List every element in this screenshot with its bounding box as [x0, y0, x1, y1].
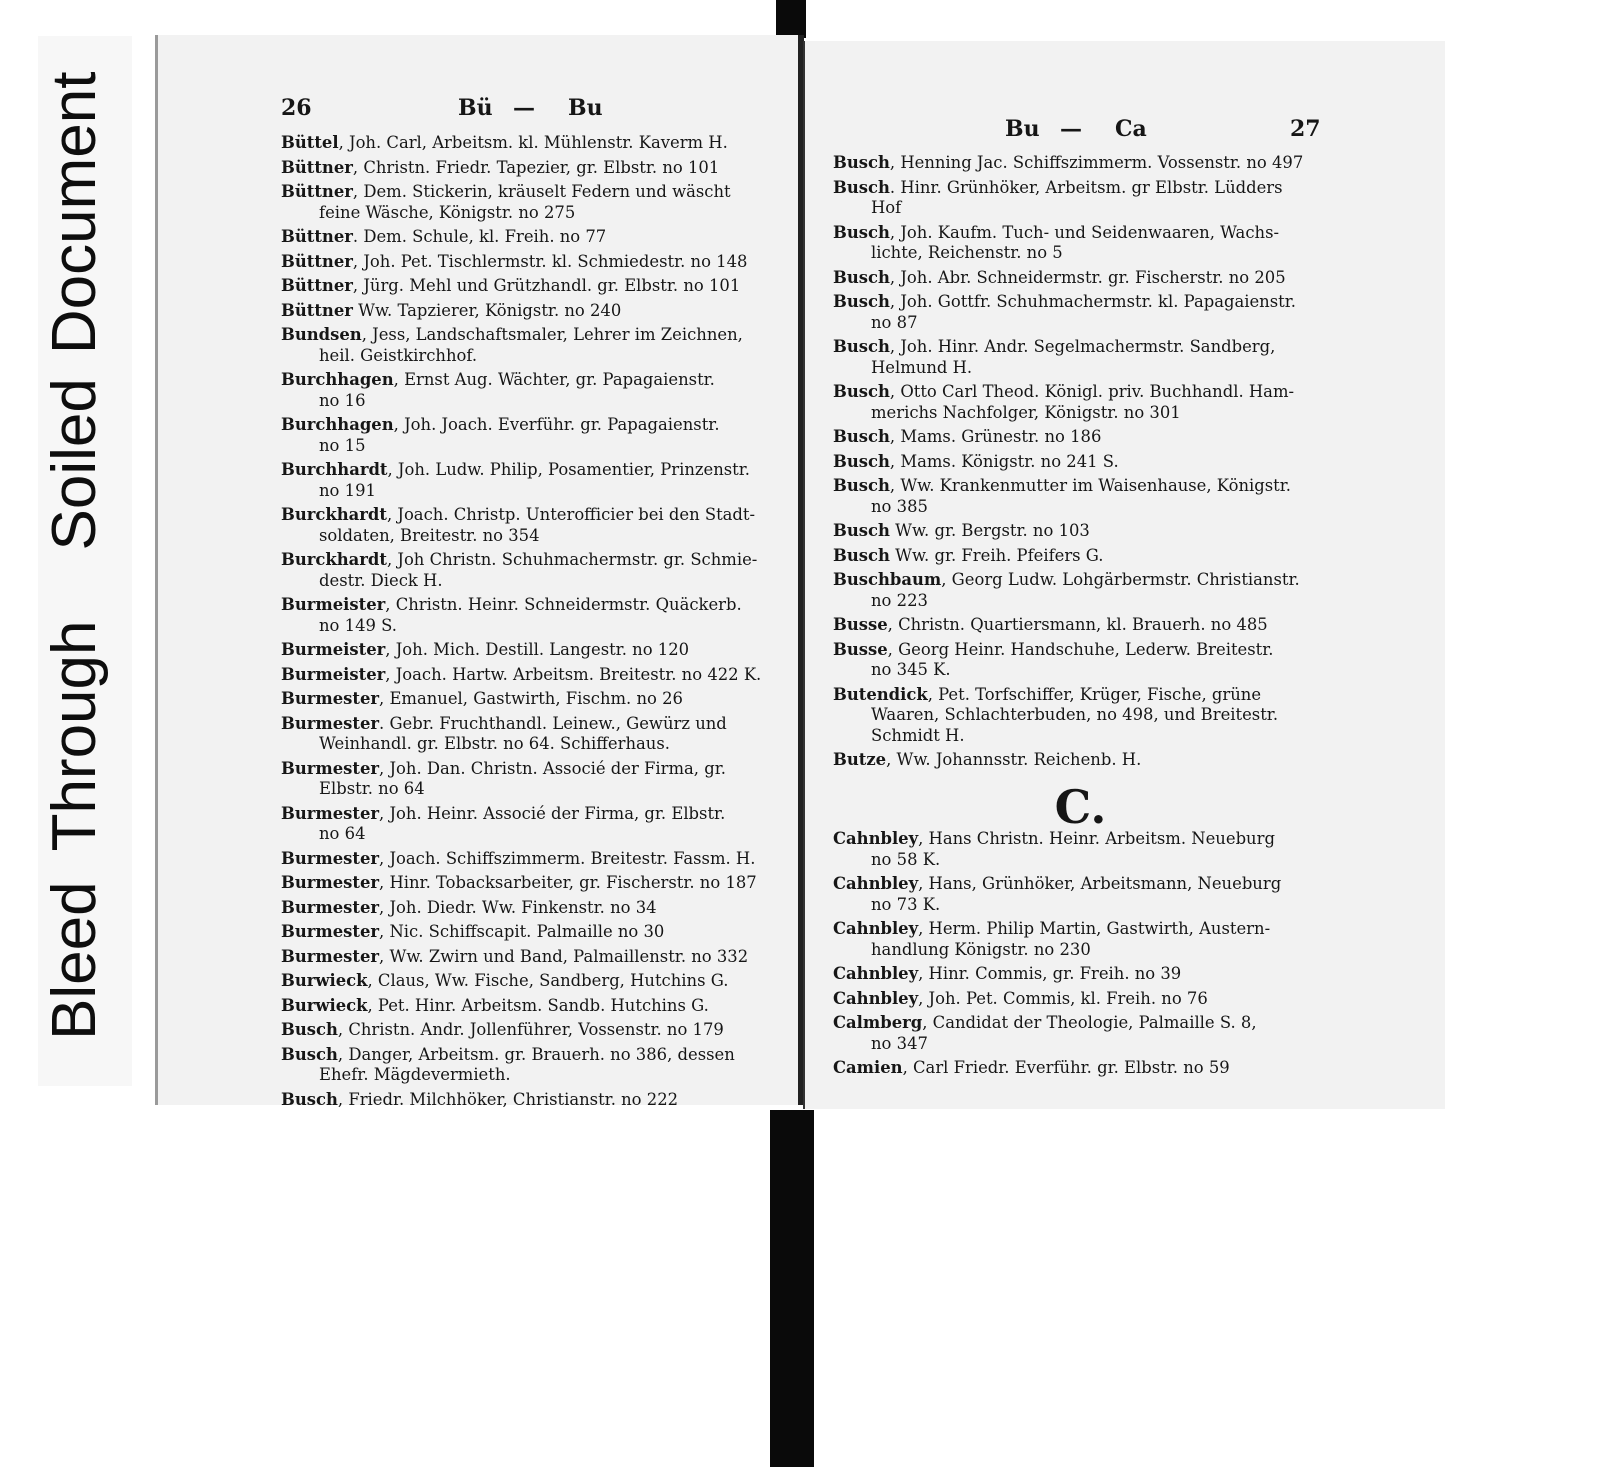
entry-text: , Ww. Krankenmutter im Waisenhause, Königstr.	[889, 476, 1292, 495]
entry-text: , Friedr. Milchhöker, Christianstr. no 222	[337, 1089, 679, 1109]
entry-continuation: no 223	[871, 590, 928, 610]
directory-entry	[833, 874, 1328, 915]
entry-continuation: merichs Nachfolger, Königstr. no 301	[871, 402, 1181, 422]
entry-text: , Georg Ludw. Lohgärbermstr. Christianstr.	[941, 570, 1300, 589]
entry-text: , Georg Heinr. Handschuhe, Lederw. Breitestr.	[887, 639, 1274, 659]
entry-surname: Bundsen	[281, 325, 362, 344]
running-head-dash: —	[513, 95, 535, 121]
directory-entry	[833, 521, 1328, 542]
entry-text: , Joh Christn. Schuhmachermstr. gr. Schmie-	[386, 550, 758, 569]
entry-surname: Burmester	[281, 897, 380, 917]
right-page	[803, 41, 1445, 1109]
entry-continuation: no 16	[319, 390, 366, 410]
page-number: 27	[1290, 116, 1321, 142]
entry-surname: Butendick	[833, 684, 928, 704]
directory-entry	[281, 849, 781, 870]
entry-continuation: no 347	[871, 1033, 928, 1053]
directory-entry	[833, 292, 1328, 333]
directory-entry	[833, 750, 1328, 771]
directory-entry	[281, 595, 781, 636]
entry-surname: Burckhardt	[281, 505, 387, 524]
entry-text: , Joh. Heinr. Associé der Firma, gr. Elbstr.	[379, 803, 726, 823]
entry-text: . Hinr. Grünhöker, Arbeitsm. gr Elbstr. Lüdders	[889, 177, 1283, 197]
entry-surname: Cahnbley	[833, 919, 919, 938]
entry-text: Ww. gr. Freih. Pfeifers G.	[889, 545, 1104, 565]
directory-entry	[833, 452, 1328, 473]
entry-text: , Candidat der Theologie, Palmaille S. 8,	[922, 1013, 1257, 1032]
entry-text: , Henning Jac. Schiffszimmerm. Vossenstr. no 497	[889, 153, 1304, 172]
directory-entry	[833, 989, 1328, 1010]
entry-text: , Joh. Hinr. Andr. Segelmachermstr. Sandberg,	[889, 337, 1276, 356]
entry-text: , Joh. Carl, Arbeitsm. kl. Mühlenstr. Kaverm H.	[338, 133, 728, 152]
entry-text: , Hans, Grünhöker, Arbeitsmann, Neueburg	[918, 874, 1282, 893]
entry-text: , Joh. Abr. Schneidermstr. gr. Fischerstr. no 205	[889, 267, 1286, 287]
entry-surname: Burckhardt	[281, 550, 387, 569]
entry-text: , Joach. Schiffszimmerm. Breitestr. Fassm. H.	[379, 848, 756, 868]
entry-surname: Burmester	[281, 803, 380, 823]
side-label-word: Document	[39, 71, 109, 355]
directory-entry	[833, 615, 1328, 636]
entry-text: , Danger, Arbeitsm. gr. Brauerh. no 386, dessen	[337, 1044, 735, 1064]
entry-surname: Busch	[281, 1020, 338, 1039]
entry-surname: Busch	[833, 292, 890, 311]
directory-entry	[833, 1058, 1328, 1079]
entry-surname: Büttner	[281, 227, 353, 246]
entry-group-b	[833, 153, 1328, 771]
entry-surname: Busch	[281, 1044, 338, 1064]
section-letter: C.	[1054, 779, 1107, 834]
entry-surname: Busch	[833, 222, 890, 242]
entry-text: , Joh. Pet. Commis, kl. Freih. no 76	[918, 988, 1208, 1008]
entry-group-c	[833, 829, 1328, 1079]
entry-surname: Burmester	[281, 689, 380, 708]
entry-surname: Büttel	[281, 133, 339, 152]
entry-continuation: Elbstr. no 64	[319, 779, 425, 798]
entry-continuation: no 385	[871, 496, 928, 516]
entry-surname: Burmeister	[281, 640, 386, 659]
directory-entry	[281, 460, 781, 501]
entry-text: , Otto Carl Theod. Königl. priv. Buchhandl. Ham-	[889, 382, 1295, 401]
directory-entry	[281, 1020, 781, 1041]
entry-text: , Jess, Landschaftsmaler, Lehrer im Zeichnen,	[361, 325, 743, 344]
directory-entry	[833, 570, 1328, 611]
entry-surname: Busch	[833, 521, 890, 540]
side-label-word: Bleed	[39, 881, 109, 1040]
directory-entry	[281, 759, 781, 800]
entry-surname: Burchhagen	[281, 370, 394, 389]
directory-entry	[833, 919, 1328, 960]
entry-surname: Büttner	[281, 251, 353, 271]
entry-text: , Christn. Friedr. Tapezier, gr. Elbstr. no 101	[352, 157, 720, 177]
entry-text: , Emanuel, Gastwirth, Fischm. no 26	[379, 689, 683, 708]
entry-continuation: no 64	[319, 824, 366, 843]
directory-entry	[281, 370, 781, 411]
running-head-left: Bü	[458, 95, 493, 121]
entry-surname: Camien	[833, 1058, 903, 1077]
entry-surname: Busch	[833, 267, 890, 287]
entry-surname: Burmester	[281, 713, 380, 733]
entry-surname: Busch	[833, 545, 890, 565]
directory-entry	[833, 476, 1328, 517]
directory-entry	[281, 276, 781, 297]
entry-text: , Joh. Ludw. Philip, Posamentier, Prinzenstr.	[387, 460, 751, 479]
directory-entry	[833, 337, 1328, 378]
entry-surname: Calmberg	[833, 1013, 923, 1032]
entry-text: , Hans Christn. Heinr. Arbeitsm. Neueburg	[918, 829, 1275, 848]
binding-tape-bottom	[770, 1110, 814, 1467]
directory-entry	[833, 829, 1328, 870]
page-number: 26	[281, 95, 312, 121]
entry-surname: Busch	[281, 1089, 338, 1109]
entry-surname: Burmester	[281, 848, 380, 868]
entry-text: , Pet. Torfschiffer, Krüger, Fische, grüne	[927, 684, 1262, 704]
entry-continuation: lichte, Reichenstr. no 5	[871, 243, 1063, 262]
entry-text: , Ww. Johannsstr. Reichenb. H.	[886, 750, 1142, 769]
side-label	[26, 46, 122, 1046]
directory-entry	[281, 252, 781, 273]
directory-entry	[833, 1013, 1328, 1054]
entry-surname: Busch	[833, 451, 890, 471]
entry-text: , Dem. Stickerin, kräuselt Federn und wäscht	[352, 182, 731, 201]
binding-tape-top	[776, 0, 806, 38]
entry-continuation: no 15	[319, 435, 366, 455]
entry-continuation: no 149 S.	[319, 615, 397, 635]
entry-surname: Busse	[833, 615, 888, 634]
entry-surname: Burmester	[281, 922, 380, 941]
entry-continuation: no 58 K.	[871, 849, 941, 869]
side-label-word: Through	[39, 620, 109, 852]
entry-continuation: Waaren, Schlachterbuden, no 498, und Breitestr.	[871, 705, 1279, 724]
directory-entry	[281, 415, 781, 456]
entry-surname: Busch	[833, 337, 890, 356]
entry-surname: Busch	[833, 177, 890, 197]
entry-surname: Buschbaum	[833, 570, 942, 589]
entry-text: , Joach. Christp. Unterofficier bei den Stadt-	[386, 505, 756, 524]
directory-entry	[281, 133, 781, 154]
entry-list	[833, 153, 1328, 1083]
entry-text: , Christn. Quartiersmann, kl. Brauerh. no 485	[887, 615, 1268, 634]
directory-entry	[281, 1090, 781, 1111]
entry-surname: Büttner	[281, 276, 353, 295]
entry-text: , Joh. Joach. Everführ. gr. Papagaienstr.	[393, 415, 720, 434]
entry-text: , Nic. Schiffscapit. Palmaille no 30	[379, 922, 665, 941]
entry-surname: Busch	[833, 153, 890, 172]
entry-continuation: no 191	[319, 480, 376, 500]
entry-surname: Burmeister	[281, 664, 386, 684]
entry-text: , Joh. Mich. Destill. Langestr. no 120	[385, 640, 690, 659]
entry-surname: Butze	[833, 750, 887, 769]
running-head-right: Ca	[1115, 116, 1147, 142]
entry-surname: Busch	[833, 476, 890, 495]
directory-entry	[281, 898, 781, 919]
entry-surname: Cahnbley	[833, 829, 919, 848]
running-head-right: Bu	[568, 95, 603, 121]
directory-entry	[281, 550, 781, 591]
entry-text: , Hinr. Commis, gr. Freih. no 39	[918, 964, 1182, 983]
entry-surname: Burchhardt	[281, 460, 388, 479]
entry-text: , Joach. Hartw. Arbeitsm. Breitestr. no 422 K.	[385, 664, 762, 684]
entry-text: , Ww. Zwirn und Band, Palmaillenstr. no 332	[379, 946, 749, 966]
entry-text: , Joh. Diedr. Ww. Finkenstr. no 34	[379, 897, 657, 917]
entry-surname: Burwieck	[281, 971, 368, 990]
entry-text: , Joh. Kaufm. Tuch- und Seidenwaaren, Wachs-	[889, 222, 1280, 242]
directory-entry	[833, 964, 1328, 985]
entry-text: , Claus, Ww. Fische, Sandberg, Hutchins G.	[367, 971, 729, 990]
entry-text: , Joh. Dan. Christn. Associé der Firma, gr.	[379, 758, 726, 778]
side-label-word: Soiled	[39, 378, 109, 551]
directory-entry	[281, 947, 781, 968]
entry-continuation: Ehefr. Mägdevermieth.	[319, 1065, 511, 1084]
entry-continuation: Weinhandl. gr. Elbstr. no 64. Schifferhaus.	[319, 734, 670, 753]
directory-entry	[833, 153, 1328, 174]
entry-surname: Cahnbley	[833, 964, 919, 983]
directory-entry	[833, 382, 1328, 423]
entry-continuation: feine Wäsche, Königstr. no 275	[319, 202, 576, 222]
directory-entry	[281, 227, 781, 248]
entry-continuation: Hof	[871, 198, 902, 217]
entry-text: , Christn. Heinr. Schneidermstr. Quäckerb.	[385, 595, 742, 614]
entry-text: . Dem. Schule, kl. Freih. no 77	[352, 227, 607, 246]
directory-entry	[281, 922, 781, 943]
entry-text: , Mams. Grünestr. no 186	[889, 427, 1102, 446]
entry-surname: Busch	[833, 382, 890, 401]
entry-text: , Pet. Hinr. Arbeitsm. Sandb. Hutchins G.	[367, 995, 709, 1015]
directory-entry	[281, 689, 781, 710]
entry-text: , Joh. Pet. Tischlermstr. kl. Schmiedestr. no 148	[352, 251, 748, 271]
entry-text: , Carl Friedr. Everführ. gr. Elbstr. no 59	[902, 1058, 1230, 1077]
directory-entry	[281, 804, 781, 845]
entry-text: , Christn. Andr. Jollenführer, Vossenstr. no 179	[337, 1020, 724, 1039]
entry-continuation: Schmidt H.	[871, 725, 965, 745]
left-page	[155, 35, 804, 1109]
entry-text: , Hinr. Tobacksarbeiter, gr. Fischerstr. no 187	[379, 873, 757, 892]
entry-continuation: no 87	[871, 312, 918, 332]
entry-surname: Burmester	[281, 873, 380, 892]
directory-entry	[281, 325, 781, 366]
entry-surname: Burmeister	[281, 595, 386, 614]
directory-entry	[833, 546, 1328, 567]
entry-surname: Burchhagen	[281, 415, 394, 434]
directory-entry	[281, 996, 781, 1017]
entry-surname: Büttner	[281, 182, 353, 201]
entry-surname: Büttner	[281, 157, 353, 177]
directory-entry	[281, 971, 781, 992]
directory-entry	[833, 223, 1328, 264]
directory-entry	[833, 640, 1328, 681]
entry-text: , Joh. Gottfr. Schuhmachermstr. kl. Papagaienstr.	[889, 292, 1296, 311]
entry-surname: Busch	[833, 427, 890, 446]
entry-text: Ww. gr. Bergstr. no 103	[889, 521, 1090, 540]
entry-continuation: Helmund H.	[871, 357, 973, 377]
entry-continuation: no 73 K.	[871, 894, 941, 914]
entry-surname: Cahnbley	[833, 874, 919, 893]
directory-entry	[281, 873, 781, 894]
entry-continuation: destr. Dieck H.	[319, 570, 443, 590]
entry-continuation: no 345 K.	[871, 660, 951, 679]
open-book	[155, 35, 1445, 1110]
entry-list	[281, 133, 781, 1114]
entry-text: , Jürg. Mehl und Grützhandl. gr. Elbstr. no 101	[352, 276, 741, 295]
directory-entry	[833, 685, 1328, 747]
entry-continuation: heil. Geistkirchhof.	[319, 345, 478, 365]
directory-entry	[281, 1045, 781, 1086]
directory-entry	[281, 665, 781, 686]
directory-entry	[281, 505, 781, 546]
entry-surname: Burwieck	[281, 995, 368, 1015]
directory-entry	[281, 182, 781, 223]
running-head-dash: —	[1060, 116, 1082, 142]
entry-text: , Herm. Philip Martin, Gastwirth, Austern-	[918, 919, 1271, 938]
directory-entry	[281, 158, 781, 179]
entry-text: , Ernst Aug. Wächter, gr. Papagaienstr.	[393, 370, 715, 389]
running-head-left: Bu	[1005, 116, 1040, 142]
entry-surname: Burmester	[281, 946, 380, 966]
entry-surname: Busse	[833, 639, 888, 659]
directory-entry	[833, 427, 1328, 448]
directory-entry	[833, 268, 1328, 289]
entry-continuation: handlung Königstr. no 230	[871, 939, 1091, 959]
directory-entry	[833, 178, 1328, 219]
directory-entry	[281, 714, 781, 755]
directory-entry	[281, 301, 781, 322]
directory-entry	[281, 640, 781, 661]
entry-surname: Cahnbley	[833, 988, 919, 1008]
entry-surname: Burmester	[281, 758, 380, 778]
entry-surname: Büttner	[281, 300, 353, 320]
entry-text: , Mams. Königstr. no 241 S.	[889, 451, 1119, 471]
entry-text: Ww. Tapzierer, Königstr. no 240	[352, 300, 622, 320]
entry-continuation: soldaten, Breitestr. no 354	[319, 525, 540, 545]
entry-text: . Gebr. Fruchthandl. Leinew., Gewürz und	[379, 713, 727, 733]
